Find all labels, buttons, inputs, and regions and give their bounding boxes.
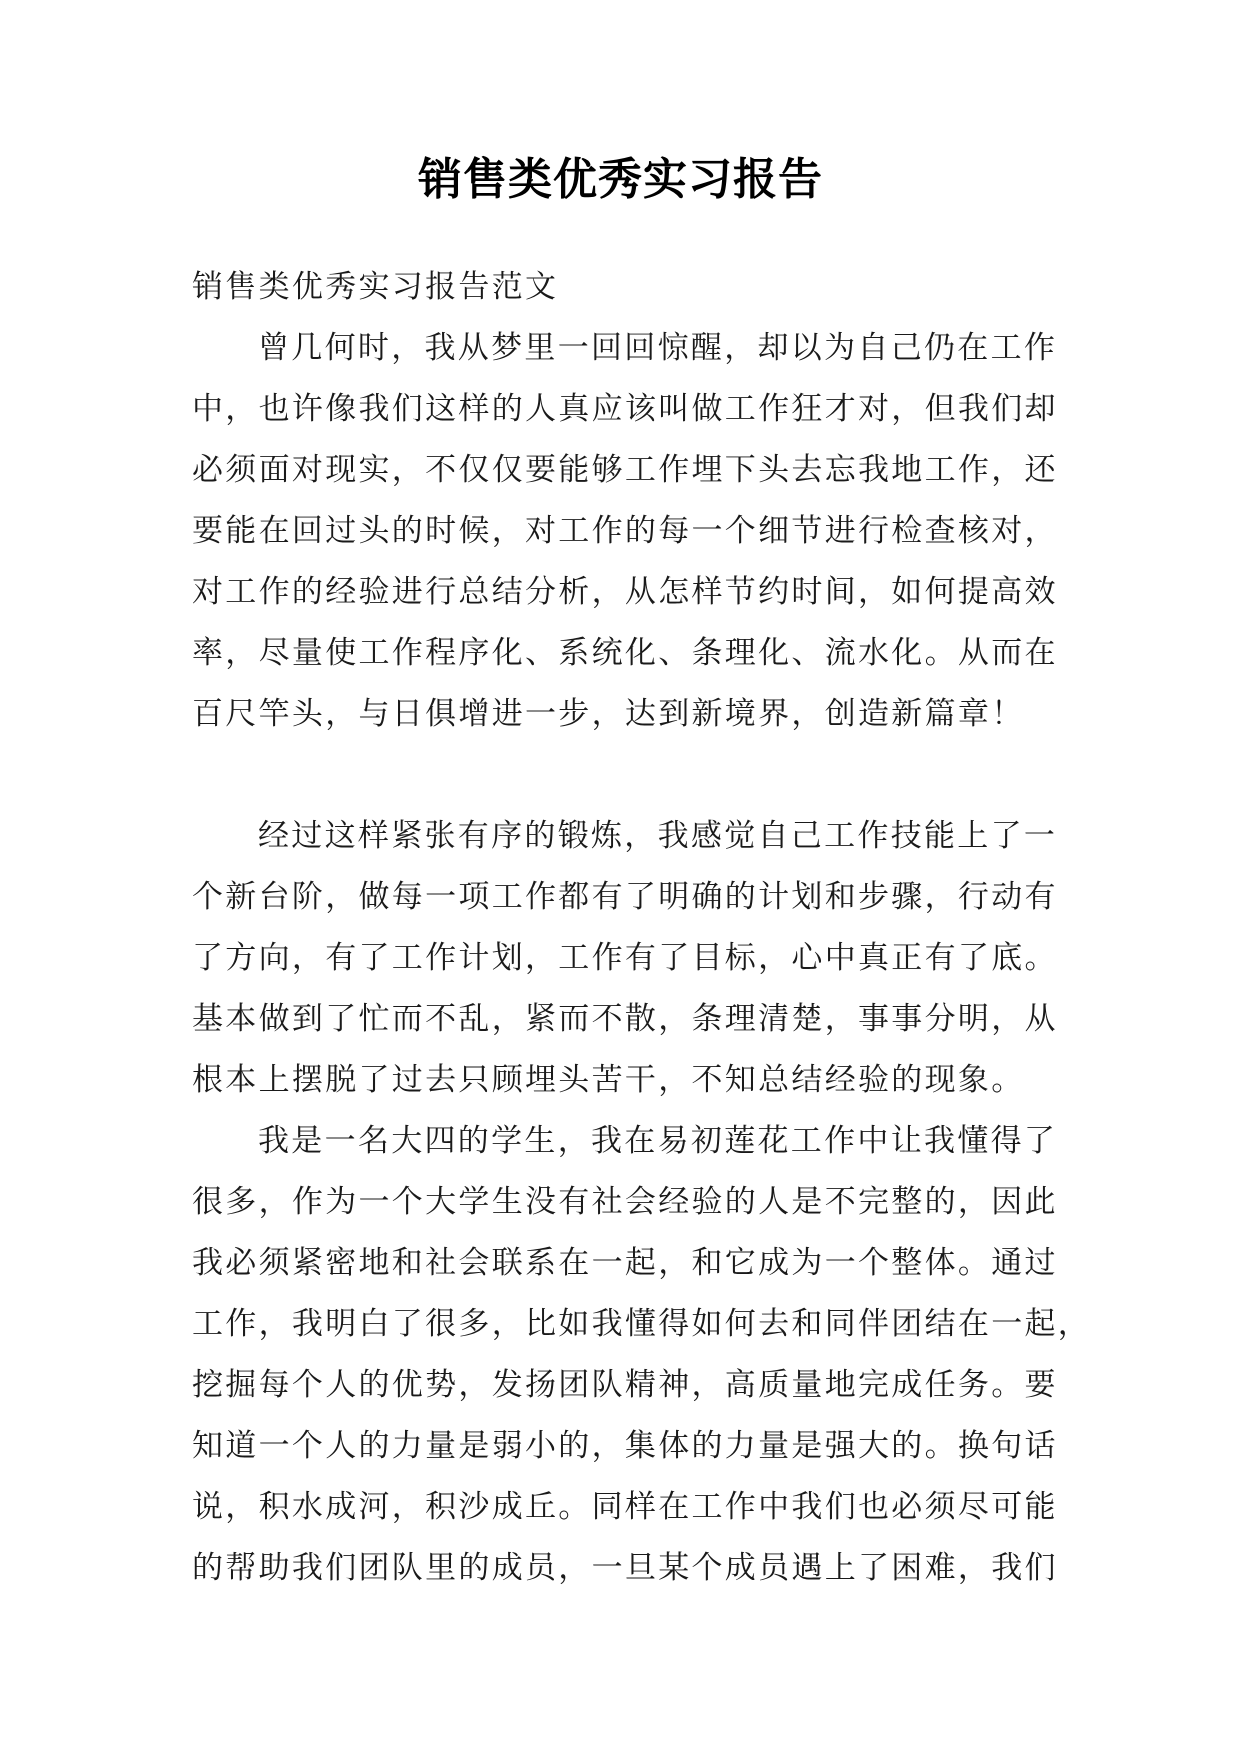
paragraph-line: 了方向，有了工作计划，工作有了目标，心中真正有了底。 — [192, 940, 1058, 976]
paragraph-line: 百尺竿头，与日俱增进一步，达到新境界，创造新篇章！ — [192, 696, 1025, 732]
paragraph-line: 对工作的经验进行总结分析，从怎样节约时间，如何提高效 — [192, 574, 1058, 610]
paragraph-line: 工作，我明白了很多，比如我懂得如何去和同伴团结在一起， — [192, 1306, 1092, 1342]
paragraph-1 — [192, 318, 1062, 745]
paragraph-3 — [192, 1111, 1092, 1599]
paragraph-line: 很多，作为一个大学生没有社会经验的人是不完整的，因此 — [192, 1184, 1058, 1220]
document-body — [192, 257, 1092, 1599]
paragraph-line: 说，积水成河，积沙成丘。同样在工作中我们也必须尽可能 — [192, 1489, 1058, 1525]
paragraph-line: 必须面对现实，不仅仅要能够工作埋下头去忘我地工作，还 — [192, 452, 1058, 488]
paragraph-line: 根本上摆脱了过去只顾埋头苦干，不知总结经验的现象。 — [192, 1062, 1025, 1098]
paragraph-spacer — [192, 745, 1062, 806]
paragraph-line: 率，尽量使工作程序化、系统化、条理化、流水化。从而在 — [192, 635, 1058, 671]
paragraph-line: 个新台阶，做每一项工作都有了明确的计划和步骤，行动有 — [192, 879, 1058, 915]
paragraph-line: 曾几何时，我从梦里一回回惊醒，却以为自己仍在工作 — [258, 330, 1058, 366]
paragraph-line: 我必须紧密地和社会联系在一起，和它成为一个整体。通过 — [192, 1245, 1058, 1281]
paragraph-line: 挖掘每个人的优势，发扬团队精神，高质量地完成任务。要 — [192, 1367, 1058, 1403]
paragraph-line: 我是一名大四的学生，我在易初莲花工作中让我懂得了 — [258, 1123, 1058, 1159]
document-title: 销售类优秀实习报告 — [418, 154, 823, 205]
paragraph-line: 经过这样紧张有序的锻炼，我感觉自己工作技能上了一 — [258, 818, 1058, 854]
document-subtitle: 销售类优秀实习报告范文 — [192, 269, 559, 305]
paragraph-2 — [192, 806, 1062, 1111]
paragraph-line: 基本做到了忙而不乱，紧而不散，条理清楚，事事分明，从 — [192, 1001, 1058, 1037]
paragraph-line: 知道一个人的力量是弱小的，集体的力量是强大的。换句话 — [192, 1428, 1058, 1464]
paragraph-line: 中，也许像我们这样的人真应该叫做工作狂才对，但我们却 — [192, 391, 1058, 427]
paragraph-line: 要能在回过头的时候，对工作的每一个细节进行检查核对， — [192, 513, 1058, 549]
paragraph-line: 的帮助我们团队里的成员，一旦某个成员遇上了困难，我们 — [192, 1550, 1058, 1586]
